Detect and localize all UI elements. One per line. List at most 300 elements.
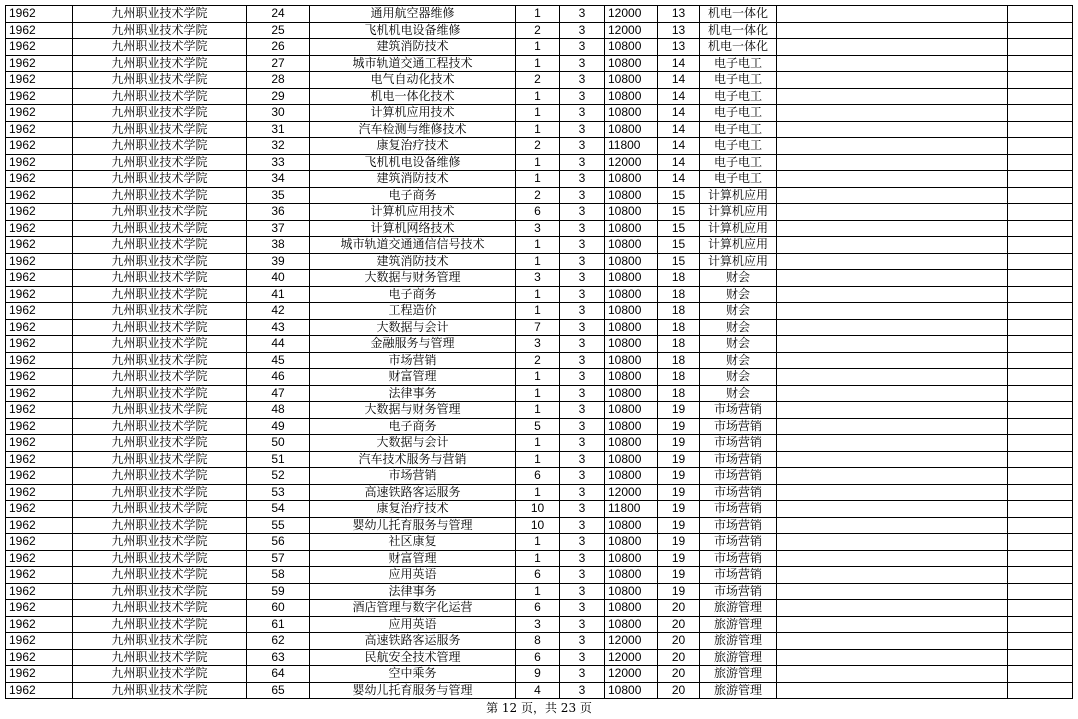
empty-cell <box>931 39 1008 56</box>
empty-cell <box>777 270 854 287</box>
table-row <box>6 286 1073 303</box>
tuition-cell: 10800 <box>605 402 658 419</box>
table-body <box>6 6 1073 699</box>
table-row <box>6 385 1073 402</box>
table-row <box>6 270 1073 287</box>
year-code-cell: 1962 <box>6 88 73 105</box>
table-row <box>6 187 1073 204</box>
tuition-cell: 10800 <box>605 385 658 402</box>
plan-count-cell: 1 <box>516 303 560 320</box>
category-code-cell: 18 <box>658 336 700 353</box>
plan-count-cell: 1 <box>516 402 560 419</box>
empty-cell <box>1008 39 1073 56</box>
tuition-cell: 10800 <box>605 600 658 617</box>
category-code-cell: 14 <box>658 55 700 72</box>
empty-cell <box>777 121 854 138</box>
category-code-cell: 20 <box>658 682 700 699</box>
tuition-cell: 10800 <box>605 682 658 699</box>
table-row <box>6 352 1073 369</box>
major-number-cell: 58 <box>247 567 310 584</box>
major-number-cell: 28 <box>247 72 310 89</box>
duration-cell: 3 <box>560 187 605 204</box>
empty-cell <box>854 567 931 584</box>
major-name-cell: 康复治疗技术 <box>310 501 516 518</box>
plan-count-cell: 2 <box>516 138 560 155</box>
table-row <box>6 501 1073 518</box>
year-code-cell: 1962 <box>6 402 73 419</box>
empty-cell <box>854 88 931 105</box>
school-name-cell: 九州职业技术学院 <box>73 237 247 254</box>
major-name-cell: 高速铁路客运服务 <box>310 484 516 501</box>
empty-cell <box>854 336 931 353</box>
duration-cell: 3 <box>560 22 605 39</box>
category-code-cell: 14 <box>658 171 700 188</box>
category-code-cell: 19 <box>658 501 700 518</box>
empty-cell <box>931 138 1008 155</box>
plan-count-cell: 7 <box>516 319 560 336</box>
major-name-cell: 康复治疗技术 <box>310 138 516 155</box>
tuition-cell: 10800 <box>605 204 658 221</box>
empty-cell <box>931 468 1008 485</box>
plan-count-cell: 6 <box>516 600 560 617</box>
empty-cell <box>854 649 931 666</box>
empty-cell <box>931 418 1008 435</box>
empty-cell <box>777 88 854 105</box>
year-code-cell: 1962 <box>6 435 73 452</box>
major-name-cell: 建筑消防技术 <box>310 171 516 188</box>
school-name-cell: 九州职业技术学院 <box>73 468 247 485</box>
school-name-cell: 九州职业技术学院 <box>73 138 247 155</box>
plan-count-cell: 5 <box>516 418 560 435</box>
duration-cell: 3 <box>560 6 605 23</box>
empty-cell <box>1008 336 1073 353</box>
empty-cell <box>854 616 931 633</box>
year-code-cell: 1962 <box>6 501 73 518</box>
tuition-cell: 12000 <box>605 154 658 171</box>
empty-cell <box>931 121 1008 138</box>
plan-count-cell: 1 <box>516 369 560 386</box>
plan-count-cell: 1 <box>516 55 560 72</box>
table-row <box>6 6 1073 23</box>
major-number-cell: 37 <box>247 220 310 237</box>
empty-cell <box>854 303 931 320</box>
duration-cell: 3 <box>560 286 605 303</box>
major-number-cell: 24 <box>247 6 310 23</box>
category-name-cell: 旅游管理 <box>700 633 777 650</box>
empty-cell <box>1008 682 1073 699</box>
empty-cell <box>1008 468 1073 485</box>
empty-cell <box>931 253 1008 270</box>
year-code-cell: 1962 <box>6 633 73 650</box>
category-name-cell: 旅游管理 <box>700 649 777 666</box>
duration-cell: 3 <box>560 501 605 518</box>
duration-cell: 3 <box>560 204 605 221</box>
duration-cell: 3 <box>560 154 605 171</box>
empty-cell <box>777 649 854 666</box>
plan-count-cell: 2 <box>516 352 560 369</box>
category-code-cell: 19 <box>658 517 700 534</box>
empty-cell <box>931 402 1008 419</box>
category-name-cell: 财会 <box>700 303 777 320</box>
tuition-cell: 12000 <box>605 633 658 650</box>
category-code-cell: 15 <box>658 253 700 270</box>
plan-count-cell: 1 <box>516 534 560 551</box>
empty-cell <box>931 435 1008 452</box>
empty-cell <box>1008 583 1073 600</box>
major-number-cell: 56 <box>247 534 310 551</box>
empty-cell <box>854 633 931 650</box>
tuition-cell: 10800 <box>605 171 658 188</box>
category-name-cell: 市场营销 <box>700 402 777 419</box>
major-name-cell: 社区康复 <box>310 534 516 551</box>
table-row <box>6 484 1073 501</box>
empty-cell <box>931 567 1008 584</box>
category-code-cell: 20 <box>658 649 700 666</box>
category-name-cell: 市场营销 <box>700 435 777 452</box>
empty-cell <box>931 22 1008 39</box>
school-name-cell: 九州职业技术学院 <box>73 39 247 56</box>
empty-cell <box>1008 88 1073 105</box>
duration-cell: 3 <box>560 567 605 584</box>
year-code-cell: 1962 <box>6 468 73 485</box>
table-row <box>6 550 1073 567</box>
school-name-cell: 九州职业技术学院 <box>73 253 247 270</box>
category-code-cell: 13 <box>658 39 700 56</box>
empty-cell <box>777 451 854 468</box>
year-code-cell: 1962 <box>6 154 73 171</box>
major-number-cell: 50 <box>247 435 310 452</box>
empty-cell <box>777 534 854 551</box>
empty-cell <box>1008 600 1073 617</box>
empty-cell <box>1008 418 1073 435</box>
empty-cell <box>777 352 854 369</box>
plan-count-cell: 6 <box>516 567 560 584</box>
empty-cell <box>1008 451 1073 468</box>
table-row <box>6 369 1073 386</box>
empty-cell <box>931 303 1008 320</box>
major-number-cell: 36 <box>247 204 310 221</box>
empty-cell <box>854 600 931 617</box>
duration-cell: 3 <box>560 39 605 56</box>
category-code-cell: 20 <box>658 666 700 683</box>
empty-cell <box>854 550 931 567</box>
major-number-cell: 63 <box>247 649 310 666</box>
empty-cell <box>931 583 1008 600</box>
empty-cell <box>1008 303 1073 320</box>
duration-cell: 3 <box>560 220 605 237</box>
table-row <box>6 253 1073 270</box>
year-code-cell: 1962 <box>6 418 73 435</box>
category-code-cell: 19 <box>658 484 700 501</box>
major-number-cell: 55 <box>247 517 310 534</box>
category-code-cell: 14 <box>658 121 700 138</box>
page-footer: 第 12 页，共 23 页 <box>486 701 592 715</box>
category-code-cell: 20 <box>658 600 700 617</box>
category-name-cell: 财会 <box>700 286 777 303</box>
major-name-cell: 计算机应用技术 <box>310 204 516 221</box>
category-code-cell: 18 <box>658 270 700 287</box>
empty-cell <box>1008 369 1073 386</box>
year-code-cell: 1962 <box>6 39 73 56</box>
plan-count-cell: 3 <box>516 616 560 633</box>
tuition-cell: 10800 <box>605 220 658 237</box>
major-name-cell: 市场营销 <box>310 352 516 369</box>
category-code-cell: 18 <box>658 303 700 320</box>
school-name-cell: 九州职业技术学院 <box>73 517 247 534</box>
plan-count-cell: 2 <box>516 22 560 39</box>
empty-cell <box>854 319 931 336</box>
empty-cell <box>777 105 854 122</box>
category-code-cell: 14 <box>658 138 700 155</box>
empty-cell <box>777 171 854 188</box>
table-row <box>6 105 1073 122</box>
tuition-cell: 12000 <box>605 649 658 666</box>
major-name-cell: 汽车技术服务与营销 <box>310 451 516 468</box>
empty-cell <box>1008 616 1073 633</box>
major-number-cell: 64 <box>247 666 310 683</box>
empty-cell <box>931 451 1008 468</box>
year-code-cell: 1962 <box>6 567 73 584</box>
year-code-cell: 1962 <box>6 237 73 254</box>
school-name-cell: 九州职业技术学院 <box>73 352 247 369</box>
major-name-cell: 建筑消防技术 <box>310 39 516 56</box>
empty-cell <box>1008 253 1073 270</box>
major-number-cell: 59 <box>247 583 310 600</box>
table-row <box>6 534 1073 551</box>
empty-cell <box>931 369 1008 386</box>
major-number-cell: 65 <box>247 682 310 699</box>
tuition-cell: 10800 <box>605 369 658 386</box>
tuition-cell: 12000 <box>605 6 658 23</box>
tuition-cell: 11800 <box>605 138 658 155</box>
duration-cell: 3 <box>560 468 605 485</box>
table-row <box>6 468 1073 485</box>
empty-cell <box>777 39 854 56</box>
empty-cell <box>777 600 854 617</box>
tuition-cell: 10800 <box>605 352 658 369</box>
empty-cell <box>1008 567 1073 584</box>
school-name-cell: 九州职业技术学院 <box>73 220 247 237</box>
empty-cell <box>777 72 854 89</box>
year-code-cell: 1962 <box>6 649 73 666</box>
school-name-cell: 九州职业技术学院 <box>73 6 247 23</box>
empty-cell <box>854 418 931 435</box>
duration-cell: 3 <box>560 402 605 419</box>
category-name-cell: 电子电工 <box>700 121 777 138</box>
category-name-cell: 财会 <box>700 319 777 336</box>
plan-count-cell: 1 <box>516 237 560 254</box>
category-code-cell: 19 <box>658 567 700 584</box>
tuition-cell: 10800 <box>605 517 658 534</box>
tuition-cell: 10800 <box>605 451 658 468</box>
empty-cell <box>931 352 1008 369</box>
major-number-cell: 60 <box>247 600 310 617</box>
category-code-cell: 19 <box>658 435 700 452</box>
major-name-cell: 电子商务 <box>310 418 516 435</box>
empty-cell <box>1008 55 1073 72</box>
category-code-cell: 19 <box>658 402 700 419</box>
plan-count-cell: 1 <box>516 154 560 171</box>
major-name-cell: 大数据与会计 <box>310 319 516 336</box>
plan-count-cell: 1 <box>516 385 560 402</box>
empty-cell <box>931 88 1008 105</box>
school-name-cell: 九州职业技术学院 <box>73 550 247 567</box>
table-row <box>6 649 1073 666</box>
category-name-cell: 旅游管理 <box>700 600 777 617</box>
duration-cell: 3 <box>560 105 605 122</box>
year-code-cell: 1962 <box>6 286 73 303</box>
table-row <box>6 171 1073 188</box>
empty-cell <box>854 72 931 89</box>
year-code-cell: 1962 <box>6 451 73 468</box>
empty-cell <box>931 105 1008 122</box>
school-name-cell: 九州职业技术学院 <box>73 451 247 468</box>
category-name-cell: 机电一体化 <box>700 22 777 39</box>
category-name-cell: 电子电工 <box>700 154 777 171</box>
tuition-cell: 10800 <box>605 550 658 567</box>
major-number-cell: 43 <box>247 319 310 336</box>
empty-cell <box>931 187 1008 204</box>
tuition-cell: 10800 <box>605 567 658 584</box>
empty-cell <box>1008 402 1073 419</box>
tuition-cell: 10800 <box>605 72 658 89</box>
year-code-cell: 1962 <box>6 220 73 237</box>
school-name-cell: 九州职业技术学院 <box>73 633 247 650</box>
category-code-cell: 13 <box>658 22 700 39</box>
empty-cell <box>854 55 931 72</box>
duration-cell: 3 <box>560 253 605 270</box>
empty-cell <box>777 402 854 419</box>
empty-cell <box>1008 385 1073 402</box>
table-row <box>6 616 1073 633</box>
empty-cell <box>1008 121 1073 138</box>
empty-cell <box>777 237 854 254</box>
major-name-cell: 建筑消防技术 <box>310 253 516 270</box>
duration-cell: 3 <box>560 649 605 666</box>
empty-cell <box>931 385 1008 402</box>
category-name-cell: 市场营销 <box>700 550 777 567</box>
category-name-cell: 旅游管理 <box>700 682 777 699</box>
empty-cell <box>931 270 1008 287</box>
tuition-cell: 10800 <box>605 88 658 105</box>
major-name-cell: 法律事务 <box>310 385 516 402</box>
category-code-cell: 14 <box>658 88 700 105</box>
category-code-cell: 20 <box>658 616 700 633</box>
major-name-cell: 酒店管理与数字化运营 <box>310 600 516 617</box>
category-code-cell: 14 <box>658 105 700 122</box>
school-name-cell: 九州职业技术学院 <box>73 600 247 617</box>
empty-cell <box>777 319 854 336</box>
major-number-cell: 49 <box>247 418 310 435</box>
empty-cell <box>931 286 1008 303</box>
tuition-cell: 10800 <box>605 319 658 336</box>
major-name-cell: 财富管理 <box>310 369 516 386</box>
category-name-cell: 市场营销 <box>700 418 777 435</box>
empty-cell <box>854 385 931 402</box>
empty-cell <box>854 105 931 122</box>
year-code-cell: 1962 <box>6 319 73 336</box>
category-name-cell: 市场营销 <box>700 484 777 501</box>
empty-cell <box>777 253 854 270</box>
empty-cell <box>777 336 854 353</box>
major-name-cell: 机电一体化技术 <box>310 88 516 105</box>
major-name-cell: 应用英语 <box>310 616 516 633</box>
table-row <box>6 22 1073 39</box>
empty-cell <box>777 468 854 485</box>
duration-cell: 3 <box>560 237 605 254</box>
school-name-cell: 九州职业技术学院 <box>73 187 247 204</box>
major-number-cell: 57 <box>247 550 310 567</box>
category-code-cell: 18 <box>658 352 700 369</box>
plan-count-cell: 6 <box>516 468 560 485</box>
year-code-cell: 1962 <box>6 105 73 122</box>
plan-count-cell: 1 <box>516 583 560 600</box>
school-name-cell: 九州职业技术学院 <box>73 22 247 39</box>
major-name-cell: 民航安全技术管理 <box>310 649 516 666</box>
major-number-cell: 38 <box>247 237 310 254</box>
category-code-cell: 20 <box>658 633 700 650</box>
major-number-cell: 51 <box>247 451 310 468</box>
duration-cell: 3 <box>560 550 605 567</box>
tuition-cell: 10800 <box>605 270 658 287</box>
duration-cell: 3 <box>560 682 605 699</box>
category-code-cell: 19 <box>658 550 700 567</box>
empty-cell <box>931 55 1008 72</box>
tuition-cell: 12000 <box>605 484 658 501</box>
empty-cell <box>1008 171 1073 188</box>
empty-cell <box>777 55 854 72</box>
empty-cell <box>777 484 854 501</box>
plan-count-cell: 1 <box>516 6 560 23</box>
major-number-cell: 45 <box>247 352 310 369</box>
school-name-cell: 九州职业技术学院 <box>73 303 247 320</box>
major-name-cell: 飞机机电设备维修 <box>310 22 516 39</box>
category-code-cell: 18 <box>658 286 700 303</box>
category-code-cell: 18 <box>658 385 700 402</box>
category-name-cell: 市场营销 <box>700 451 777 468</box>
table-row <box>6 237 1073 254</box>
empty-cell <box>1008 220 1073 237</box>
plan-count-cell: 9 <box>516 666 560 683</box>
year-code-cell: 1962 <box>6 550 73 567</box>
category-code-cell: 19 <box>658 468 700 485</box>
plan-count-cell: 1 <box>516 121 560 138</box>
category-code-cell: 15 <box>658 187 700 204</box>
empty-cell <box>931 336 1008 353</box>
major-name-cell: 财富管理 <box>310 550 516 567</box>
empty-cell <box>931 666 1008 683</box>
empty-cell <box>777 616 854 633</box>
duration-cell: 3 <box>560 484 605 501</box>
category-name-cell: 计算机应用 <box>700 204 777 221</box>
empty-cell <box>1008 286 1073 303</box>
tuition-cell: 10800 <box>605 55 658 72</box>
school-name-cell: 九州职业技术学院 <box>73 484 247 501</box>
school-name-cell: 九州职业技术学院 <box>73 105 247 122</box>
empty-cell <box>1008 105 1073 122</box>
empty-cell <box>777 220 854 237</box>
category-name-cell: 市场营销 <box>700 501 777 518</box>
major-name-cell: 市场营销 <box>310 468 516 485</box>
empty-cell <box>1008 187 1073 204</box>
year-code-cell: 1962 <box>6 171 73 188</box>
category-name-cell: 市场营销 <box>700 468 777 485</box>
category-name-cell: 计算机应用 <box>700 220 777 237</box>
school-name-cell: 九州职业技术学院 <box>73 567 247 584</box>
tuition-cell: 10800 <box>605 286 658 303</box>
empty-cell <box>854 220 931 237</box>
empty-cell <box>854 39 931 56</box>
